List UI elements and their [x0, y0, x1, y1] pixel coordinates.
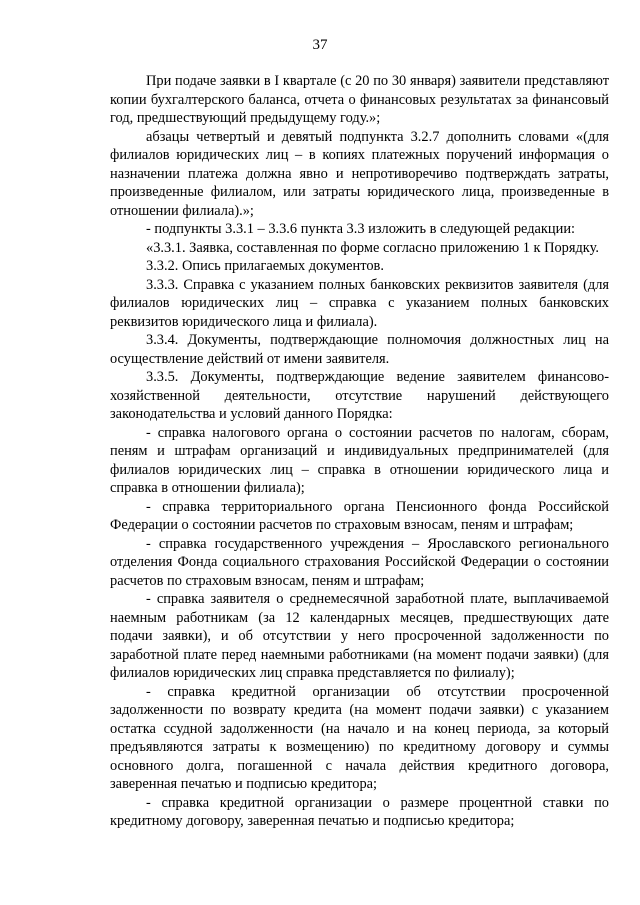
paragraph: - справка кредитной организации о размере процентной ставки по кредитному договору, заверенная печатью и подписью кредитора; — [110, 794, 609, 829]
paragraph: 3.3.3. Справка с указанием полных банковских реквизитов заявителя (для филиалов юридических лиц – справка с указанием полных банковских реквизитов юридического лица и филиала). — [110, 276, 609, 330]
paragraph: - справка государственного учреждения – Ярославского регионального отделения Фонда социального страхования Российской Федерации о состоянии расчетов по страховым взносам, пеням и штрафам; — [110, 535, 609, 589]
paragraph: При подаче заявки в I квартале (с 20 по 30 января) заявители представляют копии бухгалтерского баланса, отчета о финансовых результатах за финансовый год, предшествующий предыдущему году.»; — [110, 73, 609, 126]
paragraph: «3.3.1. Заявка, составленная по форме согласно приложению 1 к Порядку. — [146, 239, 599, 256]
page-number: 37 — [312, 37, 328, 53]
paragraph: - справка заявителя о среднемесячной заработной плате, выплачиваемой наемным работникам (за 12 календарных месяцев, предшествующих дате подачи заявки), и об отсутствии у него просроченной задолженности по заработной плате перед наемными работниками (на момент подачи заявки) (для филиалов юридических лиц справка представляется по филиалу); — [110, 591, 609, 681]
paragraph: 3.3.5. Документы, подтверждающие ведение заявителем финансово-хозяйственной деятельности, отсутствие нарушений действующего законодательства и условий данного Порядка: — [110, 369, 609, 422]
paragraph: - справка кредитной организации об отсутствии просроченной задолженности по возврату кредита (на момент подачи заявки) с указанием остатка ссудной задолженности (на начало и на конец периода, за который предъявляются затраты к возмещению) по кредитному договору и суммы основного долга, погашенной с начала действия кредитного договора, заверенная печатью и подписью кредитора; — [110, 683, 609, 792]
paragraph: 3.3.4. Документы, подтверждающие полномочия должностных лиц на осуществление действий от имени заявителя. — [110, 332, 609, 367]
paragraph: - справка территориального органа Пенсионного фонда Российской Федерации о состоянии расчетов по страховым взносам, пеням и штрафам; — [110, 498, 609, 533]
document-body — [110, 72, 609, 831]
paragraph: - подпункты 3.3.1 – 3.3.6 пункта 3.3 изложить в следующей редакции: — [146, 221, 576, 237]
paragraph: - справка налогового органа о состоянии расчетов по налогам, сборам, пеням и штрафам организаций и индивидуальных предпринимателей (для филиалов юридических лиц – справка в отношении юридического лица и справка в отношении филиала); — [110, 424, 609, 496]
paragraph: абзацы четвертый и девятый подпункта 3.2.7 дополнить словами «(для филиалов юридических лиц – в копиях платежных поручений информация о назначении платежа должна явно и непротиворечиво подтверждать затраты, произведенные филиалом, или затраты юридического лица, произведенные в отношении филиала).»; — [110, 128, 609, 219]
paragraph: 3.3.2. Опись прилагаемых документов. — [146, 258, 384, 274]
